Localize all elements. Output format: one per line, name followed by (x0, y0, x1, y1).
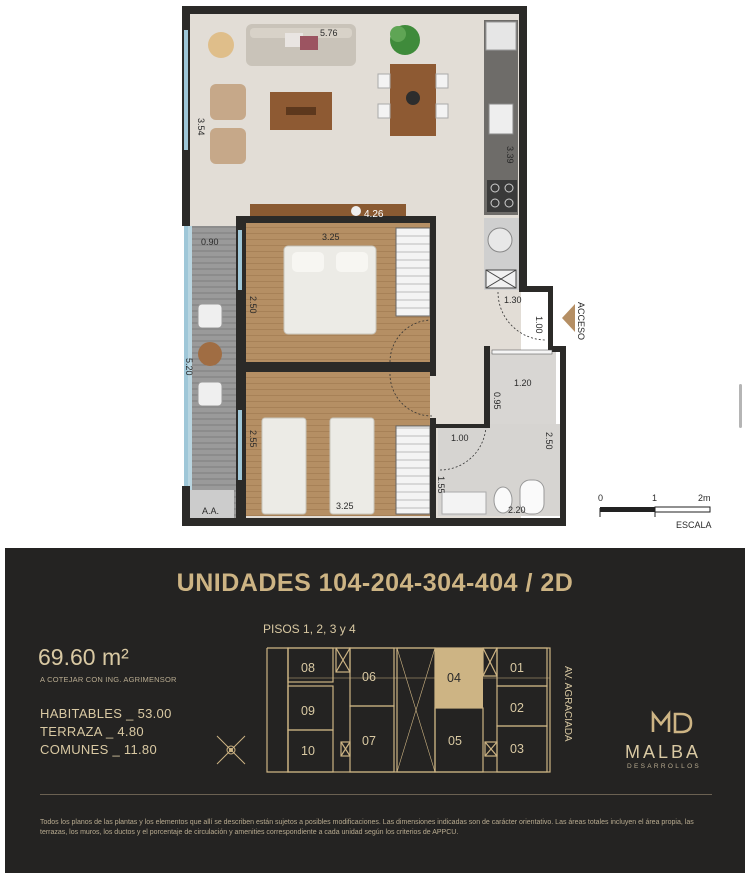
keyplan-unit-05: 05 (448, 734, 462, 748)
dim-entry-depth: 1.00 (534, 316, 544, 334)
closet-floor (490, 352, 556, 424)
brand-subtitle: DESARROLLOS (627, 763, 702, 770)
brand-logo-icon (653, 714, 691, 732)
keyplan-unit-06: 06 (362, 670, 376, 684)
keyplan-unit-08: 08 (301, 661, 315, 675)
dim-living-width: 5.76 (320, 28, 338, 38)
floors-label: PISOS 1, 2, 3 y 4 (263, 622, 356, 636)
unit-info-panel (5, 548, 745, 873)
dim-living-length: 4.26 (364, 209, 384, 220)
scale-bar (598, 493, 712, 530)
aa-label: A.A. (202, 506, 220, 516)
dim-hall-length: 1.55 (436, 476, 446, 494)
keyplan-unit-01: 01 (510, 661, 524, 675)
disclaimer-text: Todos los planos de las plantas y los elementos que allí se describen están sujetos a posibles modificaciones. Las dimensiones indicadas son de carácter orientativo. Las áreas totales incluyen el área propia, las terrazas, los muros, los ductos y el porcentaje de circulación y amenities correspondiente a cada unidad según los criterios de APPCU. (40, 819, 694, 836)
area-comunes: COMUNES _ 11.80 (40, 742, 157, 757)
area-habitables: HABITABLES _ 53.00 (40, 706, 172, 721)
dim-hall-width: 1.00 (451, 433, 469, 443)
dim-balcony-length: 5.20 (184, 358, 194, 376)
kitchen-cooktop (487, 180, 517, 212)
keyplan-unit-10: 10 (301, 744, 315, 758)
street-label: AV. AGRACIADA (562, 666, 573, 742)
dim-entry-width: 1.30 (504, 295, 522, 305)
keyplan-unit-02: 02 (510, 701, 524, 715)
keyplan-unit-04: 04 (447, 671, 461, 685)
dim-bed1-width: 3.25 (322, 232, 340, 242)
single-bed-2 (330, 418, 374, 514)
access-label: ACCESO (576, 302, 586, 341)
access-arrow (562, 304, 575, 332)
single-bed-1 (262, 418, 306, 514)
kitchen-sink (489, 104, 513, 134)
dim-bed2-depth: 2.55 (248, 430, 258, 448)
dim-living-depth: 3.54 (196, 118, 206, 136)
dim-closet-depth: 0.95 (492, 392, 502, 410)
area-note: A COTEJAR CON ING. AGRIMENSOR (40, 675, 177, 684)
brand-name: MALBA (625, 742, 702, 762)
dim-bed2-width: 3.25 (336, 501, 354, 511)
scrollbar-thumb[interactable] (739, 384, 742, 428)
compass-icon (217, 736, 245, 764)
dim-balcony-width: 0.90 (201, 237, 219, 247)
dim-bed1-depth: 2.50 (248, 296, 258, 314)
keyplan-unit-07: 07 (362, 734, 376, 748)
kitchen-cabinet (486, 22, 516, 50)
scale-tick-1: 1 (652, 493, 658, 503)
scale-label: ESCALA (676, 520, 712, 530)
dim-bath-depth: 2.50 (544, 432, 554, 450)
dim-kitchen: 3.39 (505, 146, 515, 164)
area-terraza: TERRAZA _ 4.80 (40, 724, 144, 739)
keyplan-unit-03: 03 (510, 742, 524, 756)
keyplan-unit-09: 09 (301, 704, 315, 718)
scale-tick-2: 2m (698, 493, 711, 503)
divider (40, 794, 712, 795)
units-title: UNIDADES 104-204-304-404 / 2D (176, 569, 574, 597)
scale-tick-0: 0 (598, 493, 604, 503)
dim-closet-width: 1.20 (514, 378, 532, 388)
area-total: 69.60 m² (38, 644, 129, 670)
dim-bath-width: 2.20 (508, 505, 526, 515)
